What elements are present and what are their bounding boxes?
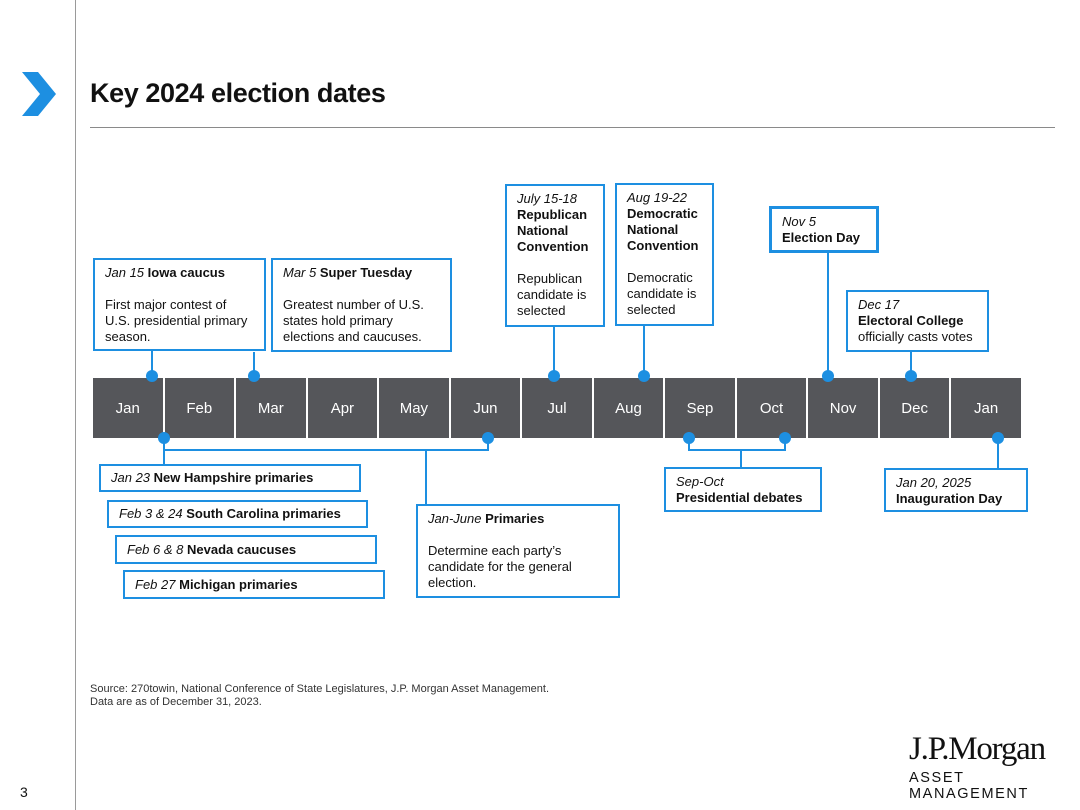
event-box-south-carolina [107, 500, 368, 528]
event-box-nevada [115, 535, 377, 564]
month-label: Sep [665, 378, 737, 438]
event-date: Feb 27 [135, 577, 176, 592]
month-label: Aug [594, 378, 666, 438]
connector-debates-bracket-horizontal [688, 449, 786, 451]
month-label: Jan [93, 378, 165, 438]
page-number: 3 [20, 784, 28, 800]
event-date: July 15-18 [517, 191, 577, 206]
event-box-presidential-debates [664, 467, 822, 512]
connector-dnc [643, 326, 645, 376]
event-date: Feb 3 & 24 [119, 506, 183, 521]
event-date: Aug 19-22 [627, 190, 687, 205]
event-box-super-tuesday [271, 258, 452, 352]
event-box-democratic-convention [615, 183, 714, 326]
event-name: Iowa caucus [147, 265, 225, 280]
event-description: First major contest of U.S. presidential primary season. [105, 297, 248, 344]
page-title: Key 2024 election dates [90, 78, 386, 108]
timeline-dot-dnc [638, 370, 650, 382]
event-name: Primaries [485, 511, 545, 526]
event-box-electoral-college [846, 290, 989, 352]
timeline-bar [93, 378, 1021, 438]
timeline-dot-primaries-end [482, 432, 494, 444]
event-box-new-hampshire [99, 464, 361, 492]
event-date: Sep-Oct [676, 474, 724, 489]
event-name: Michigan primaries [179, 577, 298, 592]
connector-election-day [827, 252, 829, 376]
source-line: Source: 270towin, National Conference of State Legislatures, J.P. Morgan Asset Management. [90, 683, 550, 695]
month-label: Feb [165, 378, 237, 438]
event-name: Nevada caucuses [187, 542, 297, 557]
event-name: Republican National Convention [517, 207, 589, 254]
event-date: Jan-June [428, 511, 482, 526]
event-box-election-day [769, 206, 879, 253]
event-description: Greatest number of U.S. states hold primary elections and caucuses. [283, 297, 424, 344]
timeline-dot-debates-start [683, 432, 695, 444]
event-box-inauguration [884, 468, 1028, 512]
event-name: Election Day [782, 230, 861, 245]
logo-wordmark: J.P.Morgan [909, 731, 1045, 767]
event-name: Electoral College [858, 313, 964, 328]
event-description: Democratic candidate is selected [627, 270, 697, 317]
event-box-iowa-caucus [93, 258, 266, 351]
event-box-republican-convention [505, 184, 605, 327]
timeline-dot-electoral-college [905, 370, 917, 382]
timeline-dot-iowa [146, 370, 158, 382]
event-date: Nov 5 [782, 214, 816, 229]
month-label: Mar [236, 378, 308, 438]
month-label: Apr [308, 378, 380, 438]
source-note [90, 683, 549, 709]
event-date: Jan 20, 2025 [896, 475, 972, 490]
data-date-line: Data are as of December 31, 2023. [90, 696, 262, 708]
left-vertical-rule [75, 0, 76, 810]
title-divider [90, 127, 1055, 128]
event-description: Republican candidate is selected [517, 271, 587, 318]
timeline-dot-super-tuesday [248, 370, 260, 382]
timeline-dot-election-day [822, 370, 834, 382]
connector-primaries-bracket-horizontal [163, 449, 489, 451]
event-box-primaries [416, 504, 620, 598]
event-name: Democratic National Convention [627, 206, 699, 253]
connector-primaries-vertical [425, 450, 427, 505]
event-date: Dec 17 [858, 297, 900, 312]
event-name: Inauguration Day [896, 491, 1003, 506]
month-label: Oct [737, 378, 809, 438]
connector-rnc [553, 327, 555, 376]
timeline-dot-rnc [548, 370, 560, 382]
month-label: May [379, 378, 451, 438]
event-box-michigan [123, 570, 385, 599]
timeline-dot-debates-end [779, 432, 791, 444]
timeline-dot-nh [158, 432, 170, 444]
event-date: Feb 6 & 8 [127, 542, 184, 557]
connector-inauguration [997, 440, 999, 469]
event-name: South Carolina primaries [186, 506, 341, 521]
event-name: Presidential debates [676, 490, 803, 505]
month-label: Nov [808, 378, 880, 438]
event-name: Super Tuesday [319, 265, 413, 280]
jpmorgan-logo [909, 732, 1056, 802]
event-date: Jan 23 [111, 470, 151, 485]
event-date: Mar 5 [283, 265, 317, 280]
event-name: New Hampshire primaries [153, 470, 314, 485]
logo-subtitle: ASSET MANAGEMENT [909, 770, 1029, 802]
connector-debates-vertical [740, 450, 742, 468]
month-label: Jan [974, 399, 999, 417]
event-date: Jan 15 [105, 265, 145, 280]
timeline-dot-inauguration [992, 432, 1004, 444]
event-description: Determine each party’s candidate for the general election. [428, 543, 572, 590]
event-description: officially casts votes [858, 329, 973, 344]
chevron-right-icon [18, 70, 58, 118]
month-label: Jul [522, 378, 594, 438]
month-label: Jun [451, 378, 523, 438]
month-label: Dec [880, 378, 952, 438]
